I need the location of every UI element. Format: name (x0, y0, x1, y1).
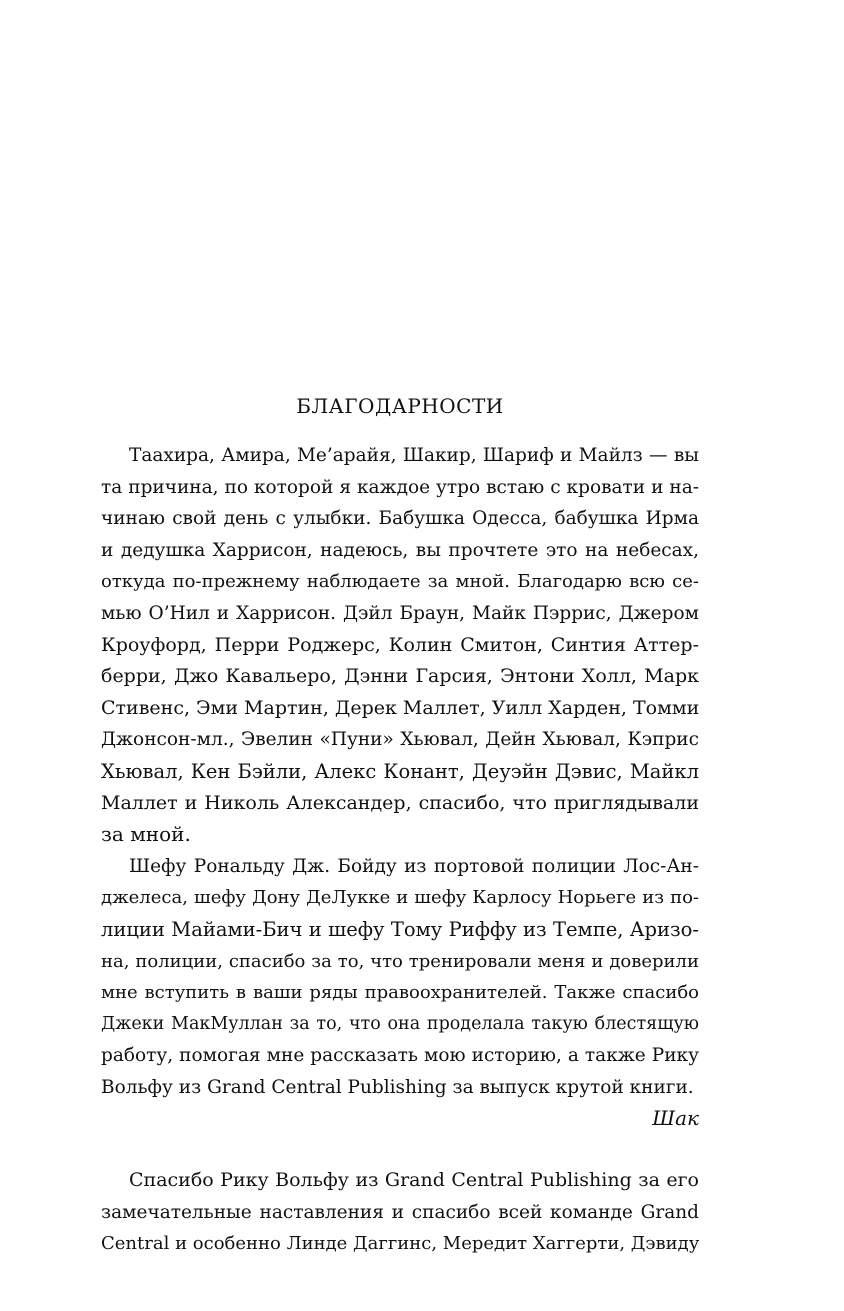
paragraph-1-line: Стивенс, Эми Мартин, Дерек Маллет, Уилл Харден, Томми (101, 696, 700, 719)
paragraph-1-line: Маллет и Николь Александер, спасибо, что приглядывали (101, 791, 699, 814)
paragraph-2-line: Вольфу из Grand Central Publishing за выпуск крутой книги. (101, 1076, 694, 1098)
paragraph-2-line: Джеки МакМуллан за то, что она проделала такую блестящую (101, 1013, 699, 1034)
paragraph-1-line: Хьювал, Кен Бэйли, Алекс Конант, Деуэйн Дэвис, Майкл (101, 759, 699, 783)
section-heading: БЛАГОДАРНОСТИ (296, 394, 504, 418)
paragraph-1-line: Таахира, Амира, Ме’арайя, Шакир, Шариф и Майлз — вы (129, 445, 699, 466)
paragraph-2-line: мне вступить в ваши ряды правоохранителей. Также спасибо (101, 982, 699, 1004)
paragraph-1-line: и дедушка Харрисон, надеюсь, вы прочтете это на небесах, (101, 539, 699, 561)
paragraph-1-line: берри, Джо Кавальеро, Дэнни Гарсия, Энтони Холл, Марк (101, 665, 699, 688)
paragraph-2-line: Шефу Рональду Дж. Бойду из портовой полиции Лос-Ан- (129, 855, 699, 877)
paragraph-2-line: работу, помогая мне рассказать мою историю, а также Рику (101, 1045, 699, 1067)
paragraph-1-line: мью О’Нил и Харрисон. Дэйл Браун, Майк Пэррис, Джером (101, 602, 699, 624)
paragraph-1-line: за мной. (101, 822, 191, 847)
paragraph-1-line: Кроуфорд, Перри Роджерс, Колин Смитон, Синтия Аттер- (101, 633, 699, 656)
paragraph-1-line: та причина, по которой я каждое утро встаю с кровати и на- (101, 476, 699, 498)
acknowledgements-text (101, 440, 699, 1260)
signature: Шак (652, 1106, 699, 1131)
paragraph-1-line: чинаю свой день с улыбки. Бабушка Одесса, бабушка Ирма (101, 508, 699, 530)
paragraph-2-line: лиции Майами-Бич и шефу Тому Риффу из Темпе, Аризо- (101, 917, 699, 941)
paragraph-3-line: замечательные наставления и спасибо всей команде Grand (101, 1201, 699, 1223)
paragraph-gap (101, 1135, 699, 1165)
paragraph-2-line: на, полиции, спасибо за то, что тренировали меня и доверили (101, 950, 699, 972)
paragraph-2-line: джелеса, шефу Дону ДеЛукке и шефу Карлосу Норьеге из по- (101, 887, 699, 909)
paragraph-3-line: Спасибо Рику Вольфу из Grand Central Publishing за его (129, 1169, 699, 1192)
paragraph-1-line: откуда по-прежнему наблюдаете за мной. Благодарю всю се- (101, 571, 699, 593)
paragraph-1-line: Джонсон-мл., Эвелин «Пуни» Хьювал, Дейн Хьювал, Кэприс (101, 729, 699, 751)
paragraph-3-line: Central и особенно Линде Даггинс, Мередит Хаггерти, Дэвиду (101, 1233, 700, 1255)
